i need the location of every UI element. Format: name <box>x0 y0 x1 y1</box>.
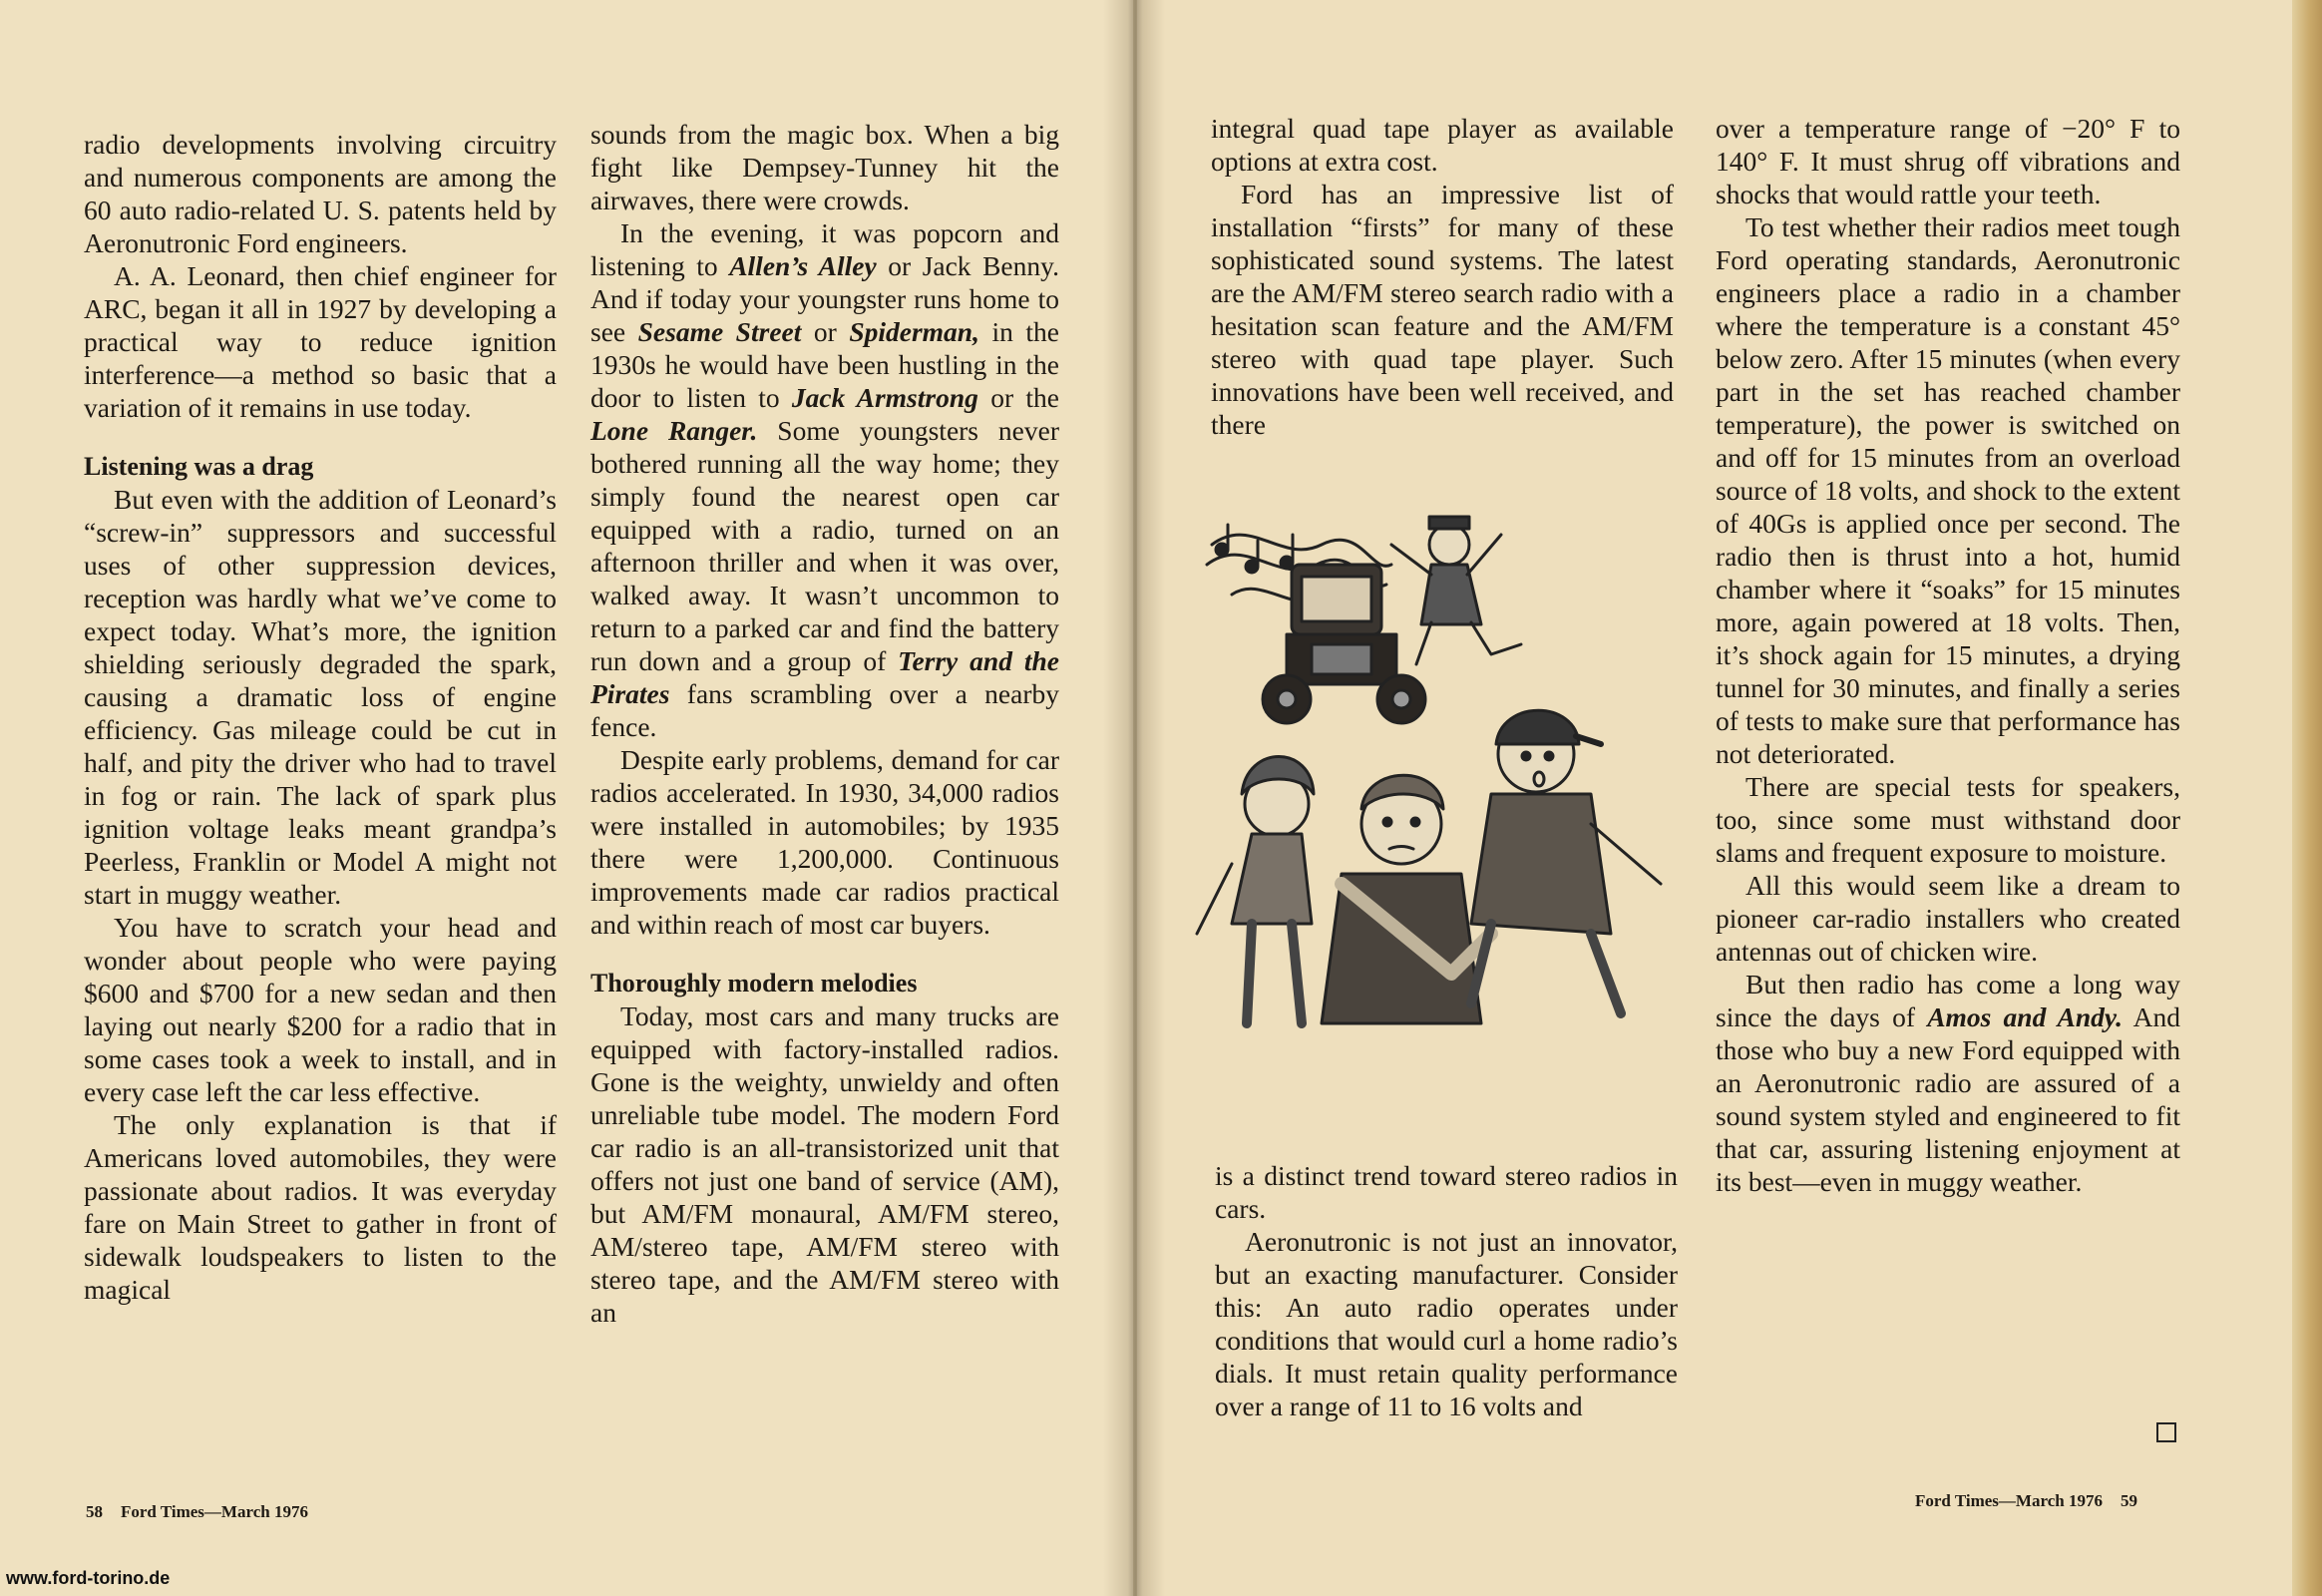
page-number-right: 59 <box>2120 1491 2137 1510</box>
section-gap <box>84 424 557 450</box>
column-1 <box>84 128 557 1306</box>
paragraph: You have to scratch your head and wonder about people who were paying $600 and $700 for a new sedan and then laying out nearly $200 for a radio that in some cases took a week to install, and in every case left the car less effective. <box>84 912 557 1107</box>
spine-gutter <box>1103 0 1165 1596</box>
paragraph: The only explanation is that if Americans loved automobiles, they were passionate about radios. It was everyday fare on Main Street to gather in front of sidewalk loudspeakers to listen to the magical <box>84 1109 557 1305</box>
section-heading: Listening was a drag <box>84 452 314 481</box>
footer-right <box>1915 1491 2137 1511</box>
page-number-left: 58 <box>86 1502 103 1521</box>
paragraph: over a temperature range of −20° F to 140° F. It must shrug off vibrations and shocks that would rattle your teeth. <box>1716 113 2180 209</box>
paragraph: sounds from the magic box. When a big fight like Dempsey-Tunney hit the airwaves, there were crowds. <box>590 119 1059 215</box>
paragraph: In the evening, it was popcorn and listening to Allen’s Alley or Jack Benny. And if today your youngster runs home to see Sesame Street or Spiderman, in the 1930s he would have been hustling in the door to listen to Jack Armstrong or the Lone Ranger. Some youngsters never bothered running all the way home; they simply found the nearest open car equipped with a radio, turned on an afternoon thriller and when it was over, walked away. It wasn’t uncommon to return to a parked car and find the battery run down and a group of Terry and the Pirates fans scrambling over a nearby fence. <box>590 217 1060 742</box>
paragraph: Despite early problems, demand for car radios accelerated. In 1930, 34,000 radios were installed in automobiles; by 1935 there were 1,200,000. Continuous improvements made car radios practical and within reach of most car buyers. <box>590 744 1059 940</box>
paragraph: Aeronutronic is not just an innovator, but an exacting manufacturer. Consider this: An auto radio operates under conditions that would curl a home radio’s dials. It must retain quality performance over a range of 11 to 16 volts and <box>1215 1226 1678 1421</box>
paragraph: is a distinct trend toward stereo radios in cars. <box>1215 1160 1678 1224</box>
paragraph: To test whether their radios meet tough Ford operating standards, Aeronutronic engineers place a radio in a chamber where the temperature is a constant 45° below zero. After 15 minutes (when every part in the set has reached chamber temperature), the power is switched on and off for 15 minutes from an overload source of 18 volts, and shock to the extent of 40Gs is applied once per second. The radio then is thrust into a hot, humid chamber where it “soaks” for 15 minutes more, again powered at 18 volts. Then, it’s shock again for 15 minutes, a drying tunnel for 30 minutes, and finally a series of tests to make sure that performance has not deteriorated. <box>1716 211 2180 769</box>
end-of-article-box <box>2156 1422 2176 1442</box>
page-edge <box>2292 0 2322 1596</box>
section-gap <box>590 941 1059 967</box>
column-3-bottom <box>1215 1159 1678 1422</box>
publication-title-left: Ford Times—March 1976 <box>121 1502 308 1521</box>
radio-illustration <box>1192 505 1711 1063</box>
paragraph: A. A. Leonard, then chief engineer for ARC, began it all in 1927 by developing a practical way to reduce ignition interference—a method so basic that a variation of it remains in use today. <box>84 260 557 423</box>
column-4 <box>1716 112 2180 1198</box>
paragraph: But even with the addition of Leonard’s “screw-in” suppressors and successful uses of other suppression devices, reception was hardly what we’ve come to expect today. What’s more, the ignition shielding seriously degraded the spark, causing a dramatic loss of engine efficiency. Gas mileage could be cut in half, and pity the driver who had to travel in fog or rain. The lack of spark plus ignition voltage leaks meant grandpa’s Peerless, Franklin or Model A might not start in muggy weather. <box>84 484 557 910</box>
column-2 <box>590 118 1059 1329</box>
section-heading: Thoroughly modern melodies <box>590 969 918 998</box>
paragraph: All this would seem like a dream to pioneer car-radio installers who created antennas out of chicken wire. <box>1716 870 2180 967</box>
site-watermark: www.ford-torino.de <box>6 1568 171 1588</box>
column-3-top <box>1211 112 1674 441</box>
publication-title-right: Ford Times—March 1976 <box>1915 1491 2103 1510</box>
paragraph: Today, most cars and many trucks are equipped with factory-installed radios. Gone is the weighty, unwieldy and often unreliable tube model. The modern Ford car radio is an all-transistorized unit that offers not just one band of service (AM), but AM/FM monaural, AM/FM stereo, AM/stereo tape, AM/FM stereo with stereo tape, and the AM/FM stereo with an <box>590 1000 1059 1328</box>
paragraph: integral quad tape player as available options at extra cost. <box>1211 113 1674 177</box>
paragraph: But then radio has come a long way since the days of Amos and Andy. And those who buy a new Ford equipped with an Aeronutronic radio are assured of a sound system styled and engineered to fit that car, assuring listening enjoyment at its best—even in muggy weather. <box>1716 969 2181 1197</box>
paragraph: There are special tests for speakers, too, since some must withstand door slams and frequent exposure to moisture. <box>1716 771 2180 868</box>
paragraph: radio developments involving circuitry and numerous components are among the 60 auto radio-related U. S. patents held by Aeronutronic Ford engineers. <box>84 129 557 258</box>
paragraph: Ford has an impressive list of installation “firsts” for many of these sophisticated sound systems. The latest are the AM/FM stereo search radio with a hesitation scan feature and the AM/FM stereo with quad tape player. Such innovations have been well received, and there <box>1211 179 1674 440</box>
footer-left <box>86 1502 308 1522</box>
